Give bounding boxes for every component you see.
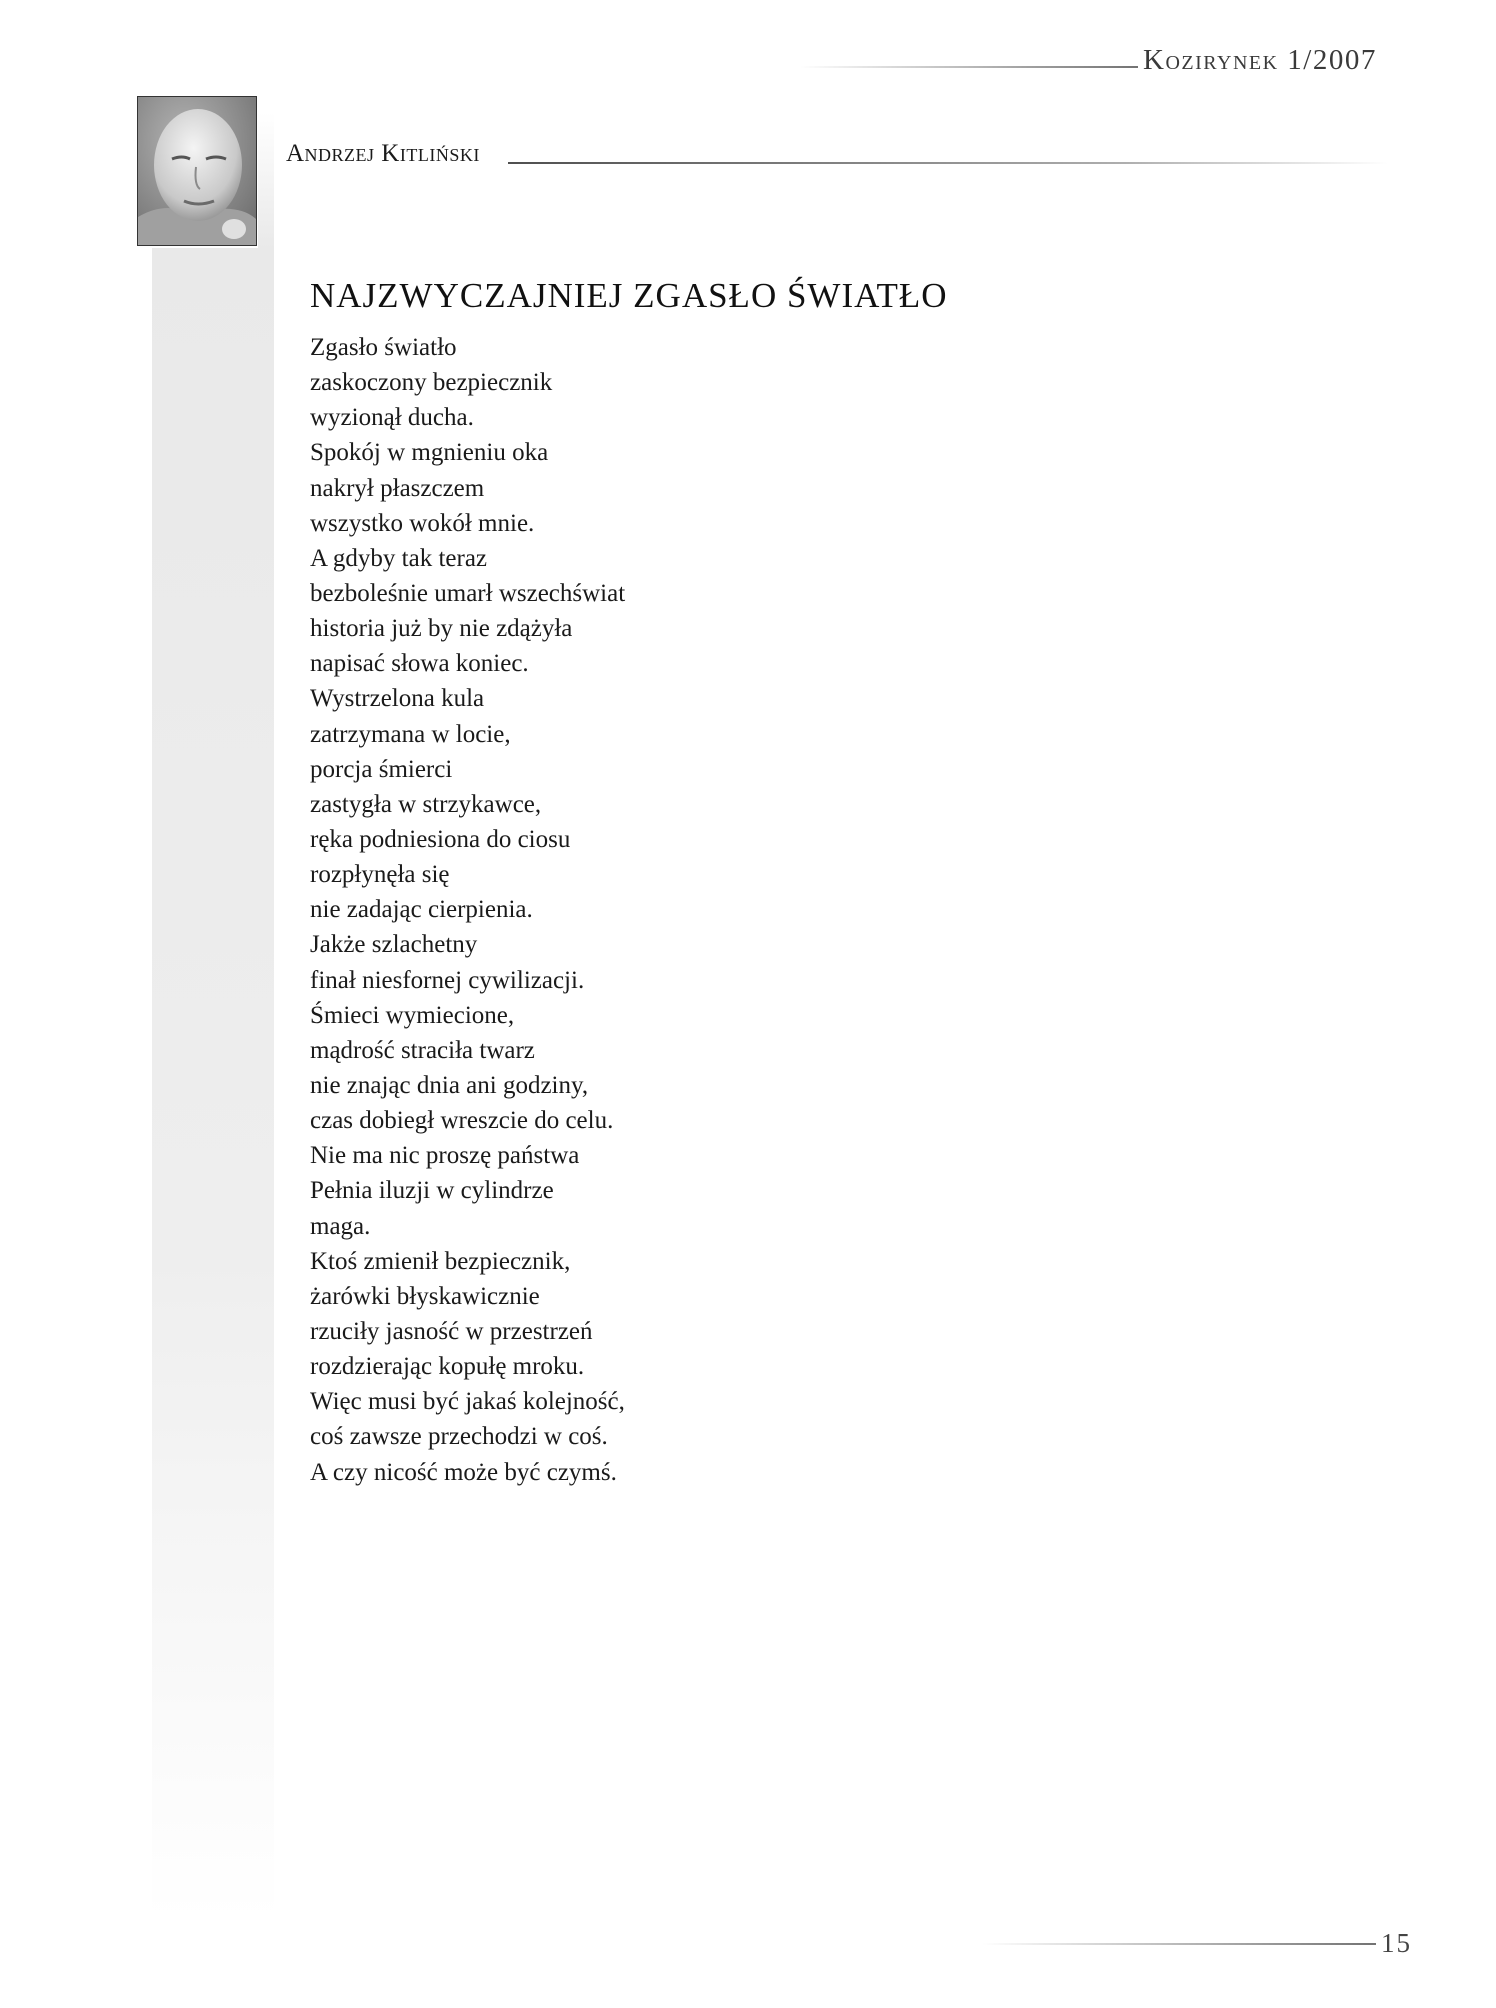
poem-line: rozdzierając kopułę mroku.: [310, 1353, 585, 1381]
poem-line: Śmieci wymiecione,: [310, 1001, 515, 1029]
poem-title: NAJZWYCZAJNIEJ ZGASŁO ŚWIATŁO: [310, 276, 948, 315]
poem-line: Ktoś zmienił bezpiecznik,: [310, 1247, 571, 1275]
magazine-title: Kozirynek 1/2007: [1143, 44, 1377, 76]
sidebar-stripe-top: [258, 112, 274, 248]
author-photo: [137, 96, 257, 246]
poem-line: coś zawsze przechodzi w coś.: [310, 1423, 608, 1451]
poem-line: A czy nicość może być czymś.: [310, 1458, 617, 1486]
poem-line: bezboleśnie umarł wszechświat: [310, 579, 626, 607]
footer-rule: [982, 1943, 1376, 1945]
poem-line: czas dobiegł wreszcie do celu.: [310, 1107, 614, 1135]
poem-line: porcja śmierci: [310, 755, 453, 783]
poem-line: Nie ma nic proszę państwa: [310, 1142, 580, 1170]
poem-line: napisać słowa koniec.: [310, 650, 529, 678]
poem-line: Spokój w mgnieniu oka: [310, 439, 549, 467]
poem-line: maga.: [310, 1212, 371, 1240]
poem-line: nie znając dnia ani godziny,: [310, 1071, 589, 1099]
page-number: 15: [1381, 1928, 1412, 1958]
poem-line: ręka podniesiona do ciosu: [310, 825, 571, 853]
poem-line: Jakże szlachetny: [310, 931, 478, 959]
poem-line: rozpłynęła się: [310, 861, 450, 889]
poem-line: wyzionął ducha.: [310, 404, 474, 432]
poem-line: wszystko wokół mnie.: [310, 509, 535, 537]
poem-line: zastygła w strzykawce,: [310, 790, 542, 818]
poem-line: A gdyby tak teraz: [310, 544, 488, 572]
author-rule: [508, 162, 1388, 164]
poem-line: finał niesfornej cywilizacji.: [310, 966, 585, 994]
poem-line: historia już by nie zdążyła: [310, 615, 573, 643]
poem-body: [310, 330, 625, 1490]
author-portrait-icon: [138, 97, 256, 245]
sidebar-stripe: [152, 248, 274, 1920]
poem-line: mądrość straciła twarz: [310, 1036, 535, 1064]
poem-line: nie zadając cierpienia.: [310, 896, 533, 924]
header-rule: [800, 66, 1138, 68]
author-name: Andrzej Kitliński: [286, 140, 480, 167]
poem-line: zatrzymana w locie,: [310, 720, 511, 748]
poem-line: zaskoczony bezpiecznik: [310, 369, 553, 397]
poem-line: Więc musi być jakaś kolejność,: [310, 1388, 625, 1416]
poem-line: Zgasło światło: [310, 334, 457, 361]
poem-line: Wystrzelona kula: [310, 685, 485, 713]
poem-line: Pełnia iluzji w cylindrze: [310, 1177, 554, 1205]
poem-line: rzuciły jasność w przestrzeń: [310, 1317, 593, 1345]
poem-line: nakrył płaszczem: [310, 474, 485, 502]
poem-line: żarówki błyskawicznie: [310, 1282, 540, 1310]
